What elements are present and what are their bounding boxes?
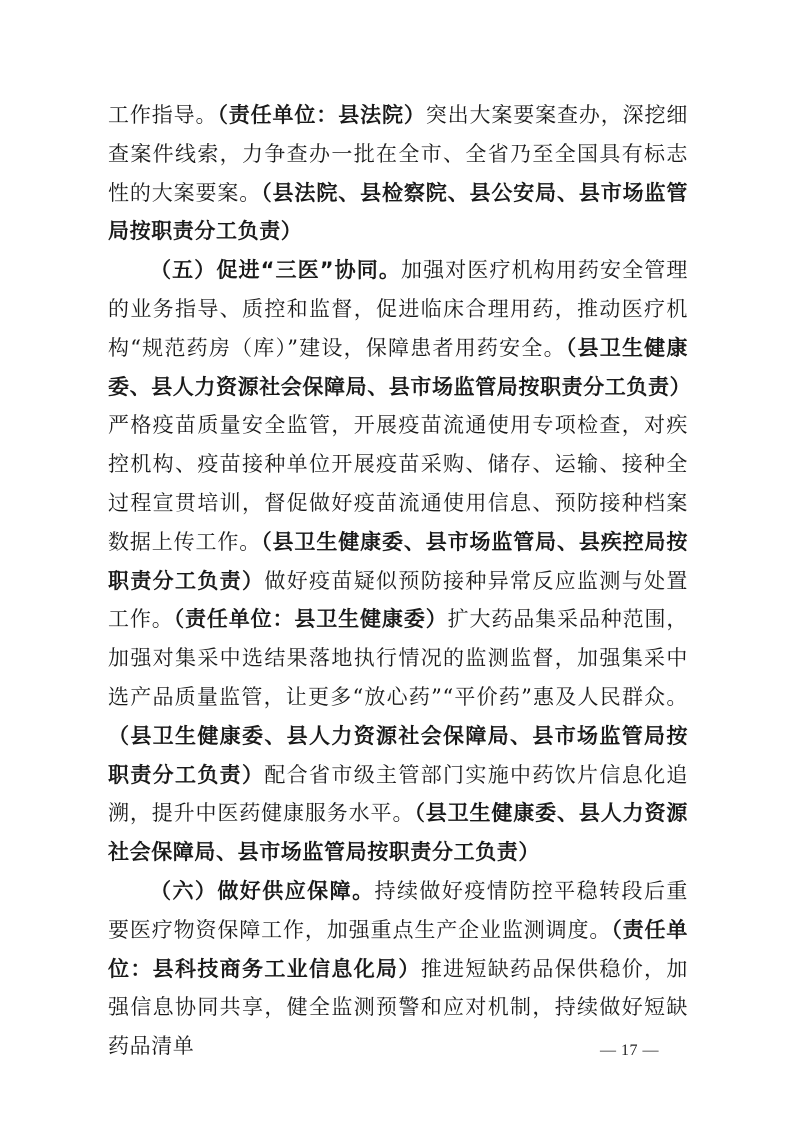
text-segment: 突出大案要案查办，深挖细查案件线索，力争查办一批在全市、全省乃至全国具有标志性的大案要案。 — [108, 103, 689, 205]
responsible-unit: （责任单位：县卫生健康委） — [173, 607, 448, 632]
responsible-unit: （责任单位：县法院） — [217, 103, 426, 127]
text-segment: 扩大药品集采品种范围，加强对集采中选结果落地执行情况的监测监督，加强集采中选产品质量监管，让更多“放心药”“平价药”惠及人民群众。 — [108, 607, 688, 709]
paragraph-section-5 — [108, 251, 692, 872]
responsible-unit: （县卫生健康委、县人力资源社会保障局、县市场监管局按职责分工负责） — [108, 723, 688, 787]
paragraph-continuation — [108, 96, 688, 251]
responsible-unit: （责任单位：县科技商务工业信息化局） — [108, 917, 688, 981]
text-segment: 推进短缺药品保供稳价，加强信息协同共享，健全监测预警和应对机制，持续做好短缺药品清单 — [108, 956, 688, 1059]
paragraph-section-6 — [108, 872, 688, 1066]
text-segment: 加强对医疗机构用药安全管理的业务指导、质控和监督，促进临床合理用药，推动医疗机构“规范药房（库）”建设，保障患者用药安全。 — [108, 258, 688, 360]
responsible-unit: （县卫生健康委、县人力资源社会保障局、县市场监管局按职责分工负责） — [108, 335, 692, 399]
page-number: — 17 — — [600, 1042, 659, 1059]
text-segment: 做好疫苗疑似预防接种异常反应监测与处置工作。 — [108, 568, 688, 632]
document-body — [108, 96, 692, 1066]
responsible-unit: （县卫生健康委、县人力资源社会保障局、县市场监管局按职责分工负责） — [108, 801, 688, 865]
text-segment: 持续做好疫情防控平稳转段后重要医疗物资保障工作，加强重点生产企业监测调度。 — [108, 878, 689, 942]
responsible-unit: （县卫生健康委、县市场监管局、县疾控局按职责分工负责） — [108, 529, 689, 593]
section-heading: （五）促进“三医”协同。 — [150, 258, 401, 283]
text-segment: 严格疫苗质量安全监管，开展疫苗流通使用专项检查，对疾控机构、疫苗接种单位开展疫苗采购、储存、运输、接种全过程宣贯培训，督促做好疫苗流通使用信息、预防接种档案数据上传工作。 — [108, 413, 688, 554]
text-segment: 配合省市级主管部门实施中药饮片信息化追溯，提升中医药健康服务水平。 — [108, 762, 688, 826]
responsible-unit: （县法院、县检察院、县公安局、县市场监管局按职责分工负责） — [108, 180, 689, 244]
text-segment: 工作指导。 — [108, 103, 218, 127]
section-heading: （六）做好供应保障。 — [150, 878, 375, 903]
